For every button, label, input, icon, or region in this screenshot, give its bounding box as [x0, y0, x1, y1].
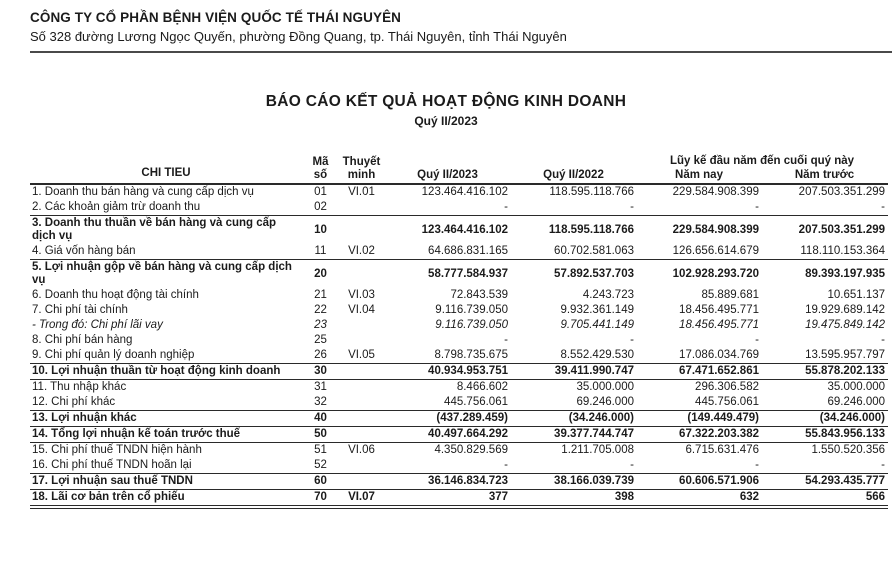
cell-quy-2023: 40.934.953.751: [385, 364, 511, 380]
table-row: [30, 216, 888, 245]
table-row: [30, 318, 888, 333]
row-note: VI.01: [348, 186, 375, 198]
row-note: [339, 395, 385, 411]
row-code: 32: [314, 396, 327, 408]
report-period: Quý II/2023: [414, 114, 478, 128]
company-address: Số 328 đường Lương Ngọc Quyến, phường Đồng Quang, tp. Thái Nguyên, tỉnh Thái Nguyên: [30, 29, 567, 44]
row-note: [339, 216, 385, 245]
cell-nam-nay: 67.322.203.382: [637, 427, 762, 443]
report-title: BÁO CÁO KẾT QUẢ HOẠT ĐỘNG KINH DOANH: [265, 93, 627, 110]
header-ma-so: Mã số: [303, 154, 339, 184]
row-code: 31: [314, 381, 327, 393]
company-name: CÔNG TY CỔ PHẦN BỆNH VIỆN QUỐC TẾ THÁI NGUYÊN: [30, 10, 402, 25]
row-note: [339, 427, 385, 443]
row-code: 70: [303, 490, 339, 508]
cell-quy-2022: 398: [511, 490, 637, 508]
cell-quy-2023: 445.756.061: [444, 396, 508, 408]
cell-nam-nay: 67.471.652.861: [637, 364, 762, 380]
cell-quy-2023: 58.777.584.937: [385, 260, 511, 289]
header-quy-2023: Quý II/2023: [385, 154, 511, 184]
row-label: 11. Thu nhập khác: [32, 381, 127, 393]
row-code: 40: [303, 411, 339, 427]
table-row: [30, 474, 888, 490]
header-nam-nay: Năm nay: [637, 168, 762, 184]
cell-nam-truoc: 19.929.689.142: [805, 304, 886, 316]
table-body: [30, 184, 888, 507]
row-code: 25: [314, 334, 327, 346]
cell-nam-truoc: 1.550.520.356: [811, 444, 886, 456]
table-row: [30, 184, 888, 200]
cell-nam-nay: 296.306.582: [695, 381, 759, 393]
table-row: [30, 427, 888, 443]
row-code: 50: [303, 427, 339, 443]
row-note: VI.03: [348, 289, 375, 301]
cell-quy-2022: 35.000.000: [576, 381, 634, 393]
row-note: [339, 411, 385, 427]
cell-quy-2023: 123.464.416.102: [421, 186, 508, 198]
row-note: [339, 364, 385, 380]
cell-nam-nay: 17.086.034.769: [679, 349, 759, 361]
cell-nam-truoc: 10.651.137: [827, 289, 886, 301]
cell-quy-2022: 39.411.990.747: [511, 364, 637, 380]
cell-quy-2022: 9.705.441.149: [560, 319, 634, 331]
cell-quy-2023: -: [504, 459, 508, 471]
cell-quy-2022: 38.166.039.739: [511, 474, 637, 490]
cell-nam-truoc: 54.293.435.777: [762, 474, 888, 490]
header-thuyet-minh: Thuyết minh: [339, 154, 385, 184]
row-note: VI.05: [348, 349, 375, 361]
row-note: [339, 260, 385, 289]
cell-nam-truoc: -: [881, 201, 886, 213]
header-nam-truoc: Năm trước: [762, 168, 888, 184]
cell-quy-2023: 40.497.664.292: [385, 427, 511, 443]
cell-quy-2022: 69.246.000: [576, 396, 634, 408]
table-row: [30, 333, 888, 348]
cell-nam-nay: 102.928.293.720: [637, 260, 762, 289]
document-page: [0, 10, 892, 563]
row-note: VI.07: [339, 490, 385, 508]
cell-nam-truoc: 55.878.202.133: [762, 364, 888, 380]
cell-quy-2022: 60.702.581.063: [554, 245, 634, 257]
cell-nam-nay: -: [755, 201, 759, 213]
cell-quy-2023: 64.686.831.165: [428, 245, 508, 257]
row-note: [339, 380, 385, 396]
row-note: [339, 200, 385, 216]
row-note: [339, 333, 385, 348]
row-code: 02: [314, 201, 327, 213]
row-code: 20: [303, 260, 339, 289]
cell-quy-2022: (34.246.000): [511, 411, 637, 427]
row-label: 9. Chi phí quản lý doanh nghiệp: [32, 349, 195, 361]
header-chi-tieu: CHI TIEU: [30, 154, 303, 184]
cell-nam-nay: 6.715.631.476: [685, 444, 759, 456]
cell-quy-2023: 4.350.829.569: [434, 444, 508, 456]
cell-quy-2023: 8.798.735.675: [434, 349, 508, 361]
cell-quy-2023: -: [504, 334, 508, 346]
row-note: [339, 318, 385, 333]
row-code: 21: [314, 289, 327, 301]
cell-nam-nay: 445.756.061: [695, 396, 759, 408]
row-code: 23: [314, 319, 327, 331]
cell-quy-2022: -: [630, 459, 634, 471]
header-quy-2022: Quý II/2022: [511, 154, 637, 184]
row-label: 2. Các khoản giảm trừ doanh thu: [32, 201, 201, 213]
row-label: 7. Chi phí tài chính: [32, 304, 128, 316]
row-note: [339, 474, 385, 490]
cell-nam-truoc: 566: [762, 490, 888, 508]
row-label: 14. Tổng lợi nhuận kế toán trước thuế: [30, 427, 303, 443]
row-label: 8. Chi phí bán hàng: [32, 334, 133, 346]
cell-quy-2023: 9.116.739.050: [435, 304, 508, 316]
row-code: 11: [314, 245, 327, 257]
row-label: 17. Lợi nhuận sau thuế TNDN: [30, 474, 303, 490]
table-header: [30, 154, 888, 184]
cell-nam-nay: -: [755, 334, 759, 346]
cell-nam-nay: 126.656.614.679: [672, 245, 759, 257]
row-label: 4. Giá vốn hàng bán: [32, 245, 136, 257]
cell-quy-2022: -: [630, 201, 634, 213]
cell-nam-truoc: -: [881, 334, 886, 346]
row-label: 5. Lợi nhuận gộp về bán hàng và cung cấp dịch vụ: [30, 260, 303, 289]
row-code: 01: [314, 186, 327, 198]
table-row: [30, 443, 888, 459]
cell-quy-2023: 9.116.739.050: [435, 319, 508, 331]
row-code: 22: [314, 304, 327, 316]
cell-nam-nay: 229.584.908.399: [672, 186, 759, 198]
row-note: VI.02: [348, 245, 375, 257]
cell-nam-nay: (149.449.479): [637, 411, 762, 427]
row-label: 3. Doanh thu thuần về bán hàng và cung cấp dịch vụ: [30, 216, 303, 245]
cell-quy-2023: (437.289.459): [385, 411, 511, 427]
table-row: [30, 490, 888, 508]
row-note: [339, 458, 385, 474]
row-note: VI.06: [348, 444, 375, 456]
row-label: 15. Chi phí thuế TNDN hiện hành: [32, 444, 202, 456]
cell-nam-truoc: 118.110.153.364: [800, 245, 886, 257]
row-label: 13. Lợi nhuận khác: [30, 411, 303, 427]
cell-nam-nay: 60.606.571.906: [637, 474, 762, 490]
cell-quy-2022: 39.377.744.747: [511, 427, 637, 443]
row-code: 10: [303, 216, 339, 245]
cell-nam-truoc: 207.503.351.299: [762, 216, 888, 245]
table-row: [30, 364, 888, 380]
row-code: 30: [303, 364, 339, 380]
cell-nam-truoc: 207.503.351.299: [798, 186, 886, 198]
row-label: 10. Lợi nhuận thuần từ hoạt động kinh doanh: [30, 364, 303, 380]
table-row: [30, 200, 888, 216]
row-code: 26: [314, 349, 327, 361]
cell-quy-2022: 1.211.705.008: [561, 444, 634, 456]
table-row: [30, 458, 888, 474]
table-row: [30, 288, 888, 303]
cell-nam-nay: 229.584.908.399: [637, 216, 762, 245]
header-luy-ke-group: Lũy kế đầu năm đến cuối quý này: [669, 155, 855, 167]
row-label: 1. Doanh thu bán hàng và cung cấp dịch vụ: [32, 186, 254, 198]
cell-nam-truoc: (34.246.000): [762, 411, 888, 427]
cell-nam-nay: 632: [637, 490, 762, 508]
cell-nam-truoc: 89.393.197.935: [762, 260, 888, 289]
cell-nam-truoc: -: [881, 459, 886, 471]
table-row: [30, 348, 888, 364]
row-code: 52: [314, 459, 327, 471]
cell-quy-2023: -: [504, 201, 508, 213]
cell-nam-truoc: 69.246.000: [827, 396, 886, 408]
cell-quy-2022: 8.552.429.530: [560, 349, 634, 361]
row-label: 12. Chi phí khác: [32, 396, 116, 408]
table-row: [30, 411, 888, 427]
row-label: 16. Chi phí thuế TNDN hoãn lại: [32, 459, 192, 471]
cell-quy-2022: 9.932.361.149: [560, 304, 634, 316]
table-row: [30, 260, 888, 289]
cell-nam-truoc: 35.000.000: [827, 381, 886, 393]
row-label: - Trong đó: Chi phí lãi vay: [32, 319, 163, 331]
cell-nam-nay: 18.456.495.771: [679, 319, 759, 331]
row-label: 6. Doanh thu hoạt động tài chính: [32, 289, 199, 301]
row-label: 18. Lãi cơ bản trên cổ phiếu: [30, 490, 303, 508]
cell-nam-nay: 18.456.495.771: [679, 304, 759, 316]
cell-quy-2022: 118.595.118.766: [511, 216, 637, 245]
table-row: [30, 380, 888, 396]
cell-nam-nay: 85.889.681: [701, 289, 759, 301]
row-code: 60: [303, 474, 339, 490]
cell-quy-2023: 8.466.602: [456, 381, 508, 393]
cell-nam-truoc: 19.475.849.142: [805, 319, 886, 331]
letterhead: [30, 10, 892, 53]
cell-nam-truoc: 13.595.957.797: [805, 349, 886, 361]
cell-quy-2023: 36.146.834.723: [385, 474, 511, 490]
table-row: [30, 303, 888, 318]
cell-quy-2022: 118.595.118.766: [549, 186, 634, 198]
cell-quy-2023: 377: [385, 490, 511, 508]
cell-quy-2023: 123.464.416.102: [385, 216, 511, 245]
table-row: [30, 244, 888, 260]
row-code: 51: [314, 444, 327, 456]
table-row: [30, 395, 888, 411]
row-note: VI.04: [348, 304, 375, 316]
cell-nam-truoc: 55.843.956.133: [762, 427, 888, 443]
cell-quy-2023: 72.843.539: [450, 289, 508, 301]
cell-quy-2022: 4.243.723: [582, 289, 634, 301]
cell-quy-2022: 57.892.537.703: [511, 260, 637, 289]
cell-nam-nay: -: [755, 459, 759, 471]
income-statement-table: [30, 154, 888, 509]
cell-quy-2022: -: [630, 334, 634, 346]
